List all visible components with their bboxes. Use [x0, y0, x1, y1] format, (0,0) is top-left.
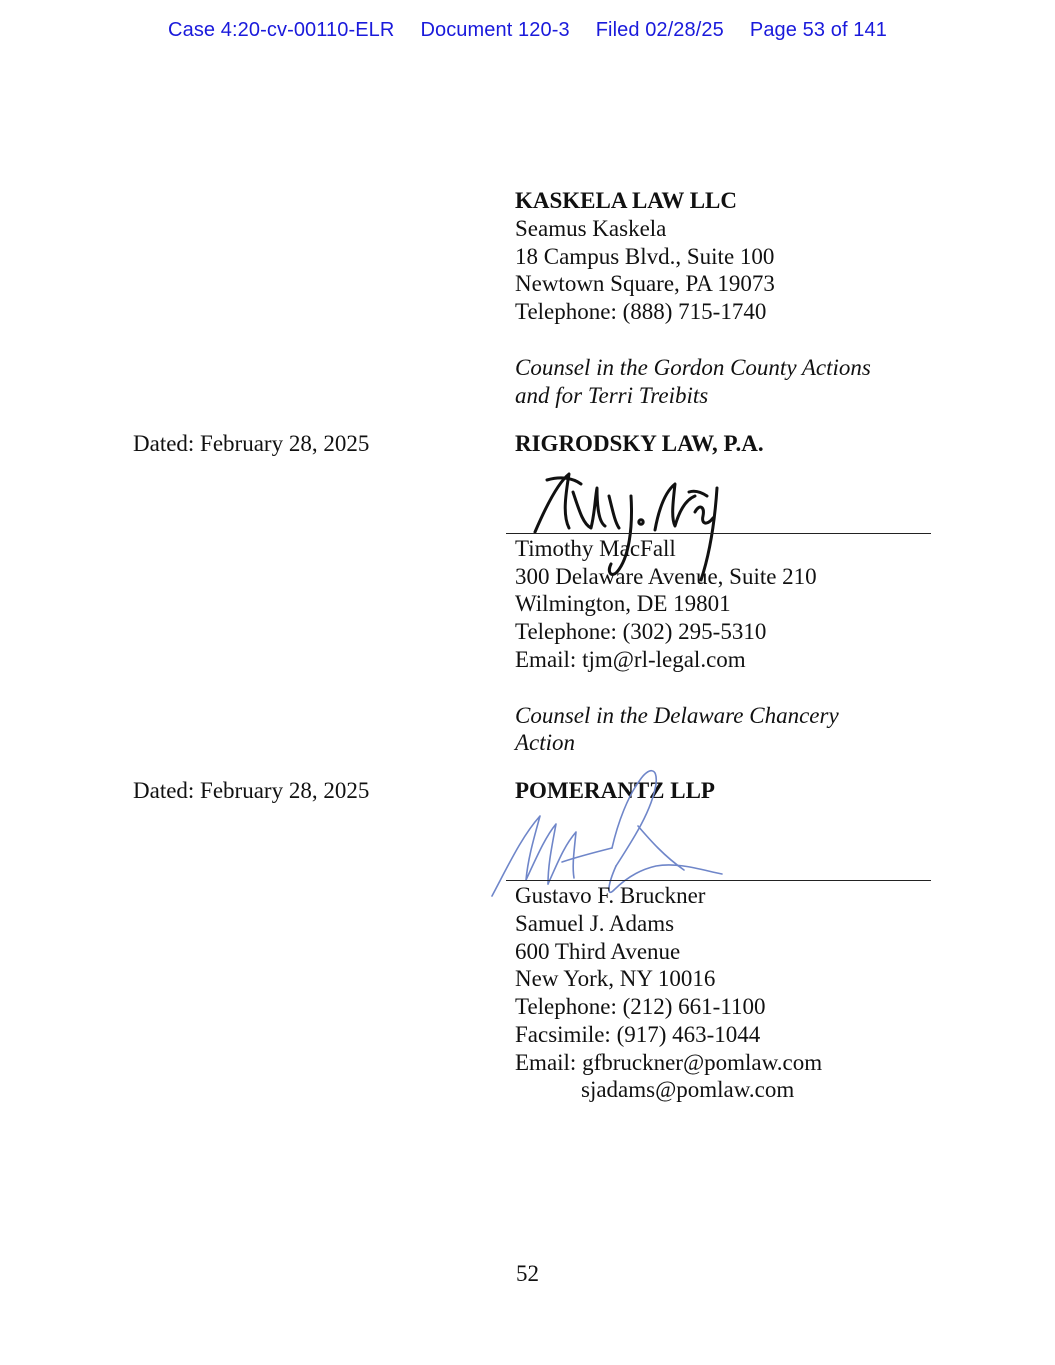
- pomerantz-telephone: Telephone: (212) 661-1100: [515, 994, 766, 1019]
- pomerantz-signature-line: [506, 880, 931, 881]
- pomerantz-email-1: Email: gfbruckner@pomlaw.com: [515, 1050, 823, 1075]
- rigrodsky-signature-line: [506, 533, 931, 534]
- case-header: [0, 19, 1055, 42]
- page-of-total: Page 53 of 141: [749, 19, 887, 41]
- rigrodsky-firm-name: RIGRODSKY LAW, P.A.: [515, 431, 764, 456]
- pomerantz-facsimile: Facsimile: (917) 463-1044: [515, 1022, 761, 1047]
- kaskela-telephone: Telephone: (888) 715-1740: [515, 299, 767, 324]
- filed-date: Filed 02/28/25: [595, 19, 724, 41]
- kaskela-address-city: Newtown Square, PA 19073: [515, 271, 775, 296]
- kaskela-role-line-2: and for Terri Treibits: [515, 383, 709, 408]
- rigrodsky-role-line-2: Action: [515, 730, 576, 755]
- rigrodsky-email: Email: tjm@rl-legal.com: [515, 647, 746, 672]
- rigrodsky-address-street: 300 Delaware Avenue, Suite 210: [515, 564, 817, 589]
- rigrodsky-attorney: Timothy MacFall: [515, 536, 676, 561]
- rigrodsky-telephone: Telephone: (302) 295-5310: [515, 619, 767, 644]
- case-number: Case 4:20-cv-00110-ELR: [168, 19, 395, 41]
- rigrodsky-role-line-1: Counsel in the Delaware Chancery: [515, 703, 839, 728]
- rigrodsky-address-city: Wilmington, DE 19801: [515, 591, 731, 616]
- pomerantz-dated: Dated: February 28, 2025: [133, 778, 370, 803]
- kaskela-address-street: 18 Campus Blvd., Suite 100: [515, 244, 775, 269]
- pomerantz-firm-name: POMERANTZ LLP: [515, 778, 715, 803]
- kaskela-firm-name: KASKELA LAW LLC: [515, 188, 737, 213]
- pomerantz-attorney-2: Samuel J. Adams: [515, 911, 675, 936]
- document-number: Document 120-3: [420, 19, 570, 41]
- pomerantz-attorney-1: Gustavo F. Bruckner: [515, 883, 706, 908]
- pomerantz-address-city: New York, NY 10016: [515, 966, 716, 991]
- rigrodsky-dated: Dated: February 28, 2025: [133, 431, 370, 456]
- pomerantz-address-street: 600 Third Avenue: [515, 939, 681, 964]
- pomerantz-email-2: sjadams@pomlaw.com: [581, 1077, 795, 1102]
- page-number: 52: [516, 1261, 539, 1286]
- kaskela-attorney: Seamus Kaskela: [515, 216, 667, 241]
- kaskela-role-line-1: Counsel in the Gordon County Actions: [515, 355, 871, 380]
